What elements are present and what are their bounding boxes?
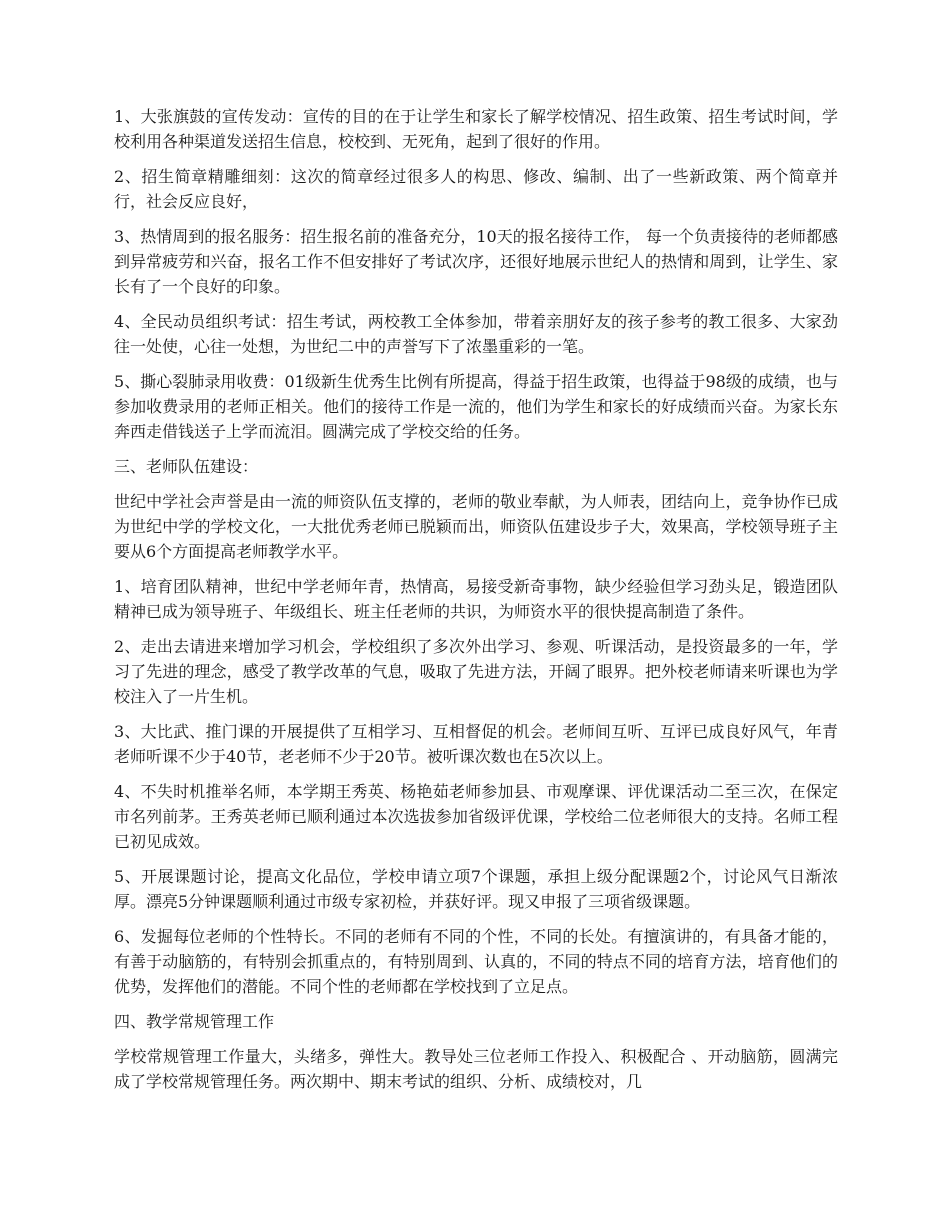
paragraph-recruitment-2: 2、招生简章精雕细刻：这次的简章经过很多人的构思、修改、编制、出了一些新政策、两个简章并行，社会反应良好， [114, 167, 838, 211]
section-heading-teaching-management: 四、教学常规管理工作 [114, 1012, 275, 1031]
paragraph-recruitment-3: 3、热情周到的报名服务：招生报名前的准备充分，10天的报名接待工作， 每一个负责接待的老师都感到异常疲劳和兴奋，报名工作不但安排好了考试次序，还很好地展示世纪人的热情和周到，让学生、家长有了一个良好的印象。 [114, 227, 838, 296]
paragraph-teacher-3: 3、大比武、推门课的开展提供了互相学习、互相督促的机会。老师间互听、互评已成良好风气，年青老师听课不少于40节，老老师不少于20节。被听课次数也在5次以上。 [114, 722, 838, 766]
paragraph-teacher-4: 4、不失时机推举名师，本学期王秀英、杨艳茹老师参加县、市观摩课、评优课活动二至三次，在保定市名列前茅。王秀英老师已顺利通过本次选拔参加省级评优课，学校给二位老师很大的支持。名师工程已初见成效。 [114, 782, 838, 851]
paragraph-management-intro: 学校常规管理工作量大，头绪多，弹性大。教导处三位老师工作投入、积极配合 、开动脑筋，圆满完成了学校常规管理任务。两次期中、期末考试的组织、分析、成绩校对，几 [114, 1047, 838, 1091]
paragraph-teacher-intro: 世纪中学社会声誉是由一流的师资队伍支撑的，老师的敬业奉献，为人师表，团结向上，竞争协作已成为世纪中学的学校文化，一大批优秀老师已脱颖而出，师资队伍建设步子大，效果高，学校领导班子主要从6个方面提高老师教学水平。 [114, 492, 838, 561]
paragraph-recruitment-1: 1、大张旗鼓的宣传发动：宣传的目的在于让学生和家长了解学校情况、招生政策、招生考试时间，学校利用各种渠道发送招生信息，校校到、无死角，起到了很好的作用。 [114, 107, 838, 151]
paragraph-recruitment-5: 5、撕心裂肺录用收费：01级新生优秀生比例有所提高，得益于招生政策，也得益于98级的成绩，也与参加收费录用的老师正相关。他们的接待工作是一流的，他们为学生和家长的好成绩而兴奋。为家长东奔西走借钱送子上学而流泪。圆满完成了学校交给的任务。 [114, 372, 838, 441]
paragraph-teacher-6: 6、发掘每位老师的个性特长。不同的老师有不同的个性，不同的长处。有擅演讲的，有具备才能的，有善于动脑筋的，有特别会抓重点的，有特别周到、认真的，不同的特点不同的培育方法，培育他们的优势，发挥他们的潜能。不同个性的老师都在学校找到了立足点。 [114, 927, 838, 996]
paragraph-recruitment-4: 4、全民动员组织考试：招生考试，两校教工全体参加，带着亲朋好友的孩子参考的教工很多、大家劲往一处使，心往一处想，为世纪二中的声誉写下了浓墨重彩的一笔。 [114, 312, 838, 356]
section-heading-teacher-team: 三、老师队伍建设： [114, 457, 259, 476]
paragraph-teacher-2: 2、走出去请进来增加学习机会，学校组织了多次外出学习、参观、听课活动，是投资最多的一年，学习了先进的理念，感受了教学改革的气息，吸取了先进方法，开阔了眼界。把外校老师请来听课也为学校注入了一片生机。 [114, 637, 838, 706]
paragraph-teacher-1: 1、培育团队精神，世纪中学老师年青，热情高，易接受新奇事物，缺少经验但学习劲头足，锻造团队精神已成为领导班子、年级组长、班主任老师的共识，为师资水平的很快提高制造了条件。 [114, 577, 838, 621]
paragraph-teacher-5: 5、开展课题讨论，提高文化品位，学校申请立项7个课题，承担上级分配课题2个，讨论风气日渐浓厚。漂亮5分钟课题顺利通过市级专家初检，并获好评。现又申报了三项省级课题。 [114, 867, 838, 911]
